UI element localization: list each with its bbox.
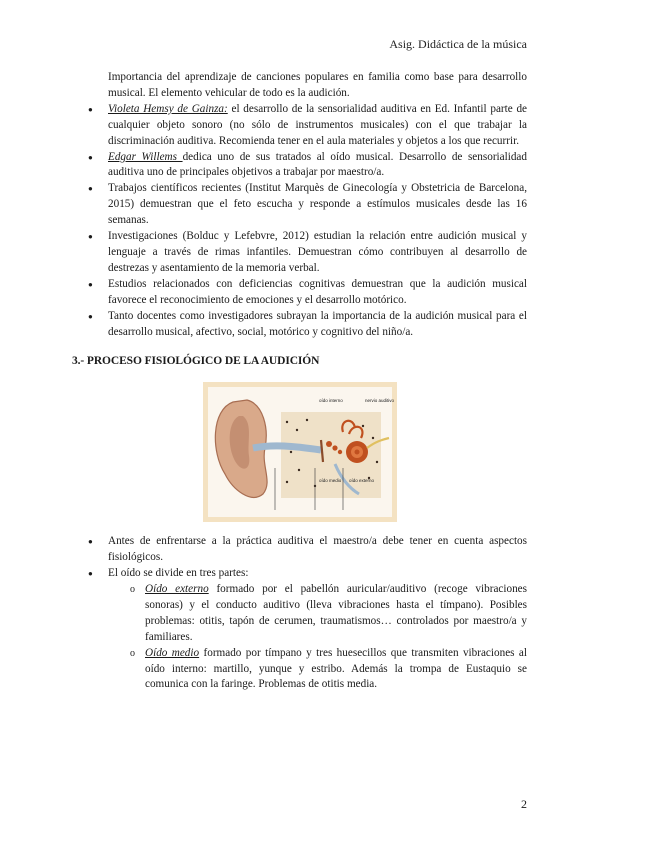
ossicle-anvil bbox=[332, 446, 337, 451]
ear-diagram bbox=[203, 382, 397, 522]
term-outer-ear: Oído externo bbox=[145, 583, 209, 596]
label-auditory-nerve: nervio auditivo bbox=[365, 398, 395, 404]
page-header: Asig. Didáctica de la música bbox=[389, 37, 527, 51]
label-inner-ear: oído interno bbox=[319, 398, 343, 404]
list-item: ● Investigaciones (Bolduc y Lefebvre, 2012) estudian la relación entre audición musical y lenguaje a través de rimas infantiles. Demuestran cómo contribuyen al desarrollo de destrezas y asentamiento de la memoria verbal. bbox=[86, 229, 527, 277]
ear-anatomy-figure bbox=[203, 382, 397, 522]
page-number: 2 bbox=[521, 797, 527, 811]
label-middle-ear: oído medio bbox=[319, 478, 342, 484]
ear-parts-sublist bbox=[108, 582, 527, 693]
list-item: ● Violeta Hemsy de Gainza: el desarrollo de la sensorialidad auditiva en Ed. Infantil parte de cualquier objeto sonoro (no sólo de instrumentos musicales) con el que trabajar la discriminación auditiva. Recomienda tener en el aula materiales y objetos a los que recurrir. bbox=[86, 102, 527, 150]
document-body bbox=[72, 70, 528, 693]
intro-paragraph: Importancia del aprendizaje de canciones populares en familia como base para desarrollo musical. El elemento vehicular de todo es la audición. bbox=[108, 71, 527, 99]
ossicle-stirrup bbox=[338, 450, 342, 454]
author-name: Violeta Hemsy de Gainza: bbox=[108, 102, 228, 115]
term-middle-ear: Oído medio bbox=[145, 646, 200, 659]
label-outer-ear: oído externo bbox=[349, 478, 375, 484]
section-heading: 3.- PROCESO FISIOLÓGICO DE LA AUDICIÓN bbox=[72, 355, 320, 368]
list-item: ● Tanto docentes como investigadores subrayan la importancia de la audición musical para el desarrollo musical, afectivo, social, motórico y cognitivo del niño/a. bbox=[86, 309, 527, 341]
bullet-list-physiology bbox=[86, 534, 527, 693]
list-item: ● Trabajos científicos recientes (Institut Marquès de Ginecología y Obstetricia de Barcelona, 2015) demuestran que el feto escucha y responde a estímulos musicales desde las 16 semanas. bbox=[86, 181, 527, 229]
ear-canal bbox=[253, 446, 321, 450]
list-item: ● El oído se divide en tres partes: o Oído externo formado por el pabellón auricular/auditivo (recoge vibraciones sonoras) y el conducto auditivo (lleva vibraciones hasta el tímpano). Posibles problemas: otitis, tapón de cerumen, traumatismos… controlados por maestro/a y familiares. o Oído medio formado por tímpano y tres huesecillos que transmiten vibraciones al oído interno: martillo, yunque y estribo. Además la trompa de Eustaquio se comunica con la faringe. Problemas de otitis media. bbox=[86, 566, 527, 693]
author-name: Edgar Willems bbox=[108, 150, 183, 163]
sub-list-item: o Oído medio formado por tímpano y tres huesecillos que transmiten vibraciones al oído interno: martillo, yunque y estribo. Además la trompa de Eustaquio se comunica con la faringe. Problemas de otitis media. bbox=[145, 646, 527, 694]
ossicle-hammer bbox=[326, 441, 332, 447]
sub-list-item: o Oído externo formado por el pabellón auricular/auditivo (recoge vibraciones sonoras) y el conducto auditivo (lleva vibraciones hasta el tímpano). Posibles problemas: otitis, tapón de cerumen, traumatismos… controlados por maestro/a y familiares. bbox=[145, 582, 527, 646]
bullet-list-research bbox=[86, 102, 527, 341]
list-item: ● Antes de enfrentarse a la práctica auditiva el maestro/a debe tener en cuenta aspectos fisiológicos. bbox=[86, 534, 527, 566]
list-item: ● Estudios relacionados con deficiencias cognitivas demuestran que la audición musical favorece el reconocimiento de emociones y el desarrollo motórico. bbox=[86, 277, 527, 309]
list-item: ● Edgar Willems dedica uno de sus tratados al oído musical. Desarrollo de sensorialidad auditiva uno de principales objetivos a trabajar por maestro/a. bbox=[86, 150, 527, 182]
